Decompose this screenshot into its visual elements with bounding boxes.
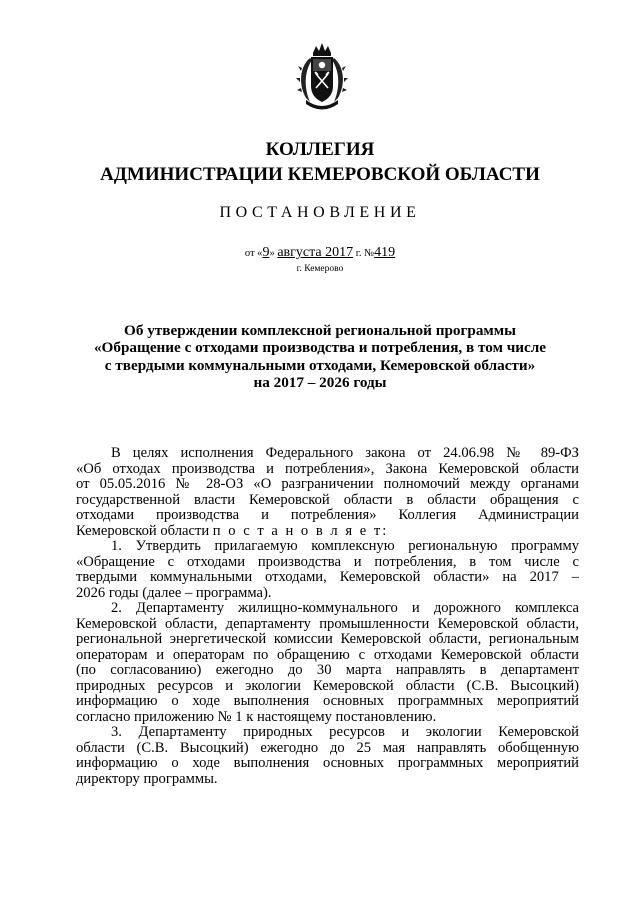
body-line: 3. Департаменту природных ресурсов и экологии Кемеровской xyxy=(111,725,579,740)
document-type: ПОСТАНОВЛЕНИЕ xyxy=(219,204,421,221)
body-line: от 05.05.2016 № 28-ОЗ «О разграничении полномочий между органами xyxy=(76,477,579,492)
body-line: операторам и операторам по обращению с отходами Кемеровской области xyxy=(76,647,579,663)
body-line: отходами производства и потребления» Коллегия Администрации xyxy=(76,508,579,523)
body-line: информацию о ходе выполнения основных программных мероприятий xyxy=(76,756,579,771)
body-line: информацию о ходе выполнения основных программных мероприятий xyxy=(76,694,579,709)
document-number: 419 xyxy=(374,245,396,260)
document-title xyxy=(60,322,580,392)
org-title-line-2: АДМИНИСТРАЦИИ КЕМЕРОВСКОЙ ОБЛАСТИ xyxy=(100,164,540,185)
date-mid: » xyxy=(269,248,275,259)
body-line: (по согласованию) ежегодно до 30 марта направлять в департамент xyxy=(76,663,579,678)
date-prefix: от « xyxy=(244,248,263,259)
body-line: региональной энергетической комиссии Кемеровской области, региональным xyxy=(76,632,579,647)
body-line-text: Кемеровской области xyxy=(76,523,210,539)
date-number-line xyxy=(0,245,640,262)
body-line: 2026 годы (далее – программа). xyxy=(76,585,272,601)
body-line: согласно приложению № 1 к настоящему постановлению. xyxy=(76,709,437,725)
body-line: 1. Утвердить прилагаемую комплексную региональную программу xyxy=(111,539,579,554)
body-line xyxy=(76,524,579,540)
number-sign: № xyxy=(364,248,375,259)
resolves-word: п о с т а н о в л я е т: xyxy=(212,523,389,539)
title-line: с твердыми коммунальными отходами, Кемеровской области» xyxy=(104,356,536,374)
title-line: «Обращение с отходами производства и потребления, в том числе xyxy=(93,339,547,357)
body-line: директору программы. xyxy=(76,771,218,787)
body-line: государственной власти Кемеровской области в области обращения с xyxy=(76,492,579,508)
body-line: твердыми коммунальными отходами, Кемеровской области» на 2017 – xyxy=(76,570,579,585)
city: г. Кемерово xyxy=(296,264,344,274)
date-suffix: г. xyxy=(355,248,362,259)
body-line: «Об отходах производства и потребления», Закона Кемеровской области xyxy=(76,461,579,477)
body-line: «Обращение с отходами производства и потребления, в том числе с xyxy=(76,554,579,570)
body-line: В целях исполнения Федерального закона от 24.06.98 № 89-ФЗ xyxy=(111,446,579,461)
document-body xyxy=(76,446,579,787)
title-line: Об утверждении комплексной региональной программы xyxy=(124,322,516,339)
body-line: природных ресурсов и экологии Кемеровской области (С.В. Высоцкий) xyxy=(76,678,579,694)
date-month-year: августа 2017 xyxy=(277,245,354,260)
org-title-line-1: КОЛЛЕГИЯ xyxy=(265,139,375,160)
body-line: 2. Департаменту жилищно-коммунального и дорожного комплекса xyxy=(111,601,579,616)
body-line: Кемеровской области, департаменту промышленности Кемеровской области, xyxy=(76,616,579,632)
title-line: на 2017 – 2026 годы xyxy=(253,374,387,392)
body-line: области (С.В. Высоцкий) ежегодно до 25 мая направлять обобщенную xyxy=(76,740,579,756)
coat-of-arms-emblem xyxy=(296,40,348,112)
date-day: 9 xyxy=(262,245,270,260)
